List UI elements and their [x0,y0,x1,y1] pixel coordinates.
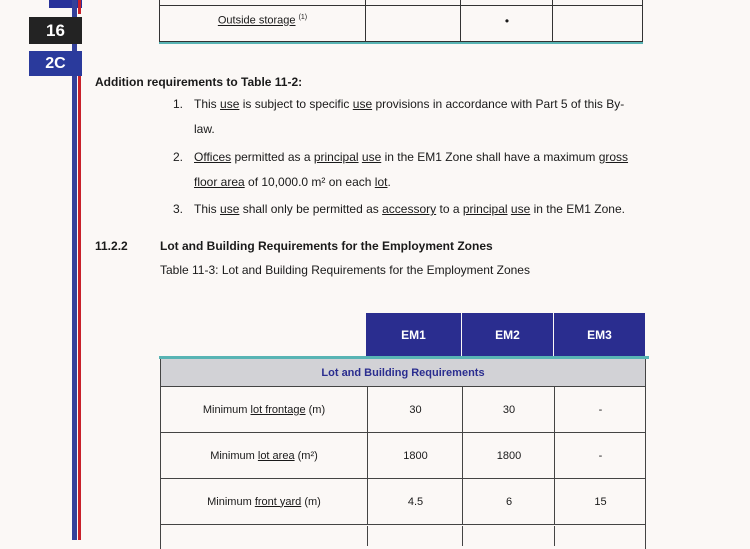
defined-term-link[interactable]: front yard [254,495,302,508]
table-row-label [160,14,365,27]
text-run: Minimum [207,495,252,508]
text-run: permitted as a [231,150,314,164]
item-number: 2. [173,150,184,164]
defined-term-link[interactable]: lot [374,175,388,189]
section-tab[interactable]: 2C [29,51,82,76]
margin-bar-red [78,76,81,540]
requirement-label [161,387,367,432]
value-em1: 4.5 [367,479,463,524]
margin-bar-red-top [78,0,81,14]
requirement-label [161,479,367,524]
text-run: is subject to specific [239,97,353,111]
text-run: provisions in accordance with Part 5 of this By-law. [194,97,625,136]
requirement-item-1 [173,92,643,142]
zone-header-em3: EM3 [554,313,645,356]
item-text [194,92,639,142]
table-11-2-fragment [159,0,643,42]
chapter-tab[interactable]: 16 [29,17,82,44]
defined-term-link[interactable]: principal [313,150,359,164]
text-run: (m²) [297,449,318,462]
defined-term-link[interactable]: lot frontage [250,403,306,416]
value-em2: 6 [462,479,555,524]
additional-requirements-heading: Addition requirements to Table 11-2: [95,75,303,89]
table-row-partial [161,526,645,546]
defined-term-link[interactable]: use [352,97,373,111]
text-run: in the EM1 Zone. [530,202,625,216]
value-em2: 1800 [462,433,555,478]
requirement-item-2 [173,145,643,195]
text-run: (m) [308,403,326,416]
text-run: shall only be permitted as [239,202,383,216]
text-run: Minimum [202,403,248,416]
footnote-marker: (1) [298,14,308,21]
defined-term-link[interactable]: gross floor area [194,150,629,189]
permitted-marker: • [504,14,510,28]
text-run: of 10,000.0 m² on each [244,175,375,189]
section-number: 11.2.2 [95,239,128,253]
value-em1: 30 [367,387,463,432]
requirement-item-3 [173,197,643,223]
item-number: 3. [173,202,184,216]
defined-term-link[interactable]: lot area [257,449,295,462]
defined-term-link[interactable]: use [510,202,531,216]
text-run: This [194,202,221,216]
column-divider [462,526,555,546]
defined-term-link[interactable]: accessory [382,202,437,216]
table-band-heading: Lot and Building Requirements [161,359,645,387]
value-em3: - [554,433,646,478]
defined-term-link[interactable]: Offices [194,150,232,164]
text-run: (m) [304,495,321,508]
text-run: Minimum [210,449,255,462]
margin-bar-blue [72,0,77,540]
defined-term-link[interactable]: use [361,150,382,164]
value-em3: 15 [554,479,646,524]
value-em3: - [554,387,646,432]
table-rule [159,42,643,44]
defined-term-link[interactable]: principal [462,202,508,216]
zone-header-em1: EM1 [366,313,461,356]
item-number: 1. [173,97,184,111]
column-divider [367,526,463,546]
text-run: . [387,175,391,189]
defined-term-link[interactable]: use [220,97,240,111]
column-divider [365,0,366,41]
text-run: to a [436,202,463,216]
text-run: in the EM1 Zone shall have a maximum [381,150,599,164]
text-run: This [194,97,221,111]
value-em1: 1800 [367,433,463,478]
section-title: Lot and Building Requirements for the Employment Zones [160,239,493,253]
table-row [161,433,645,479]
column-divider [554,526,646,546]
zone-header-em2: EM2 [462,313,553,356]
item-text [194,197,639,222]
value-em2: 30 [462,387,555,432]
table-caption: Table 11-3: Lot and Building Requirements for the Employment Zones [160,263,530,277]
requirement-label [161,433,367,478]
row-label-text[interactable]: Outside storage [217,14,296,27]
item-text [194,145,639,195]
table-divider [160,5,642,6]
defined-term-link[interactable]: use [220,202,240,216]
table-row [161,387,645,433]
table-row [161,479,645,525]
